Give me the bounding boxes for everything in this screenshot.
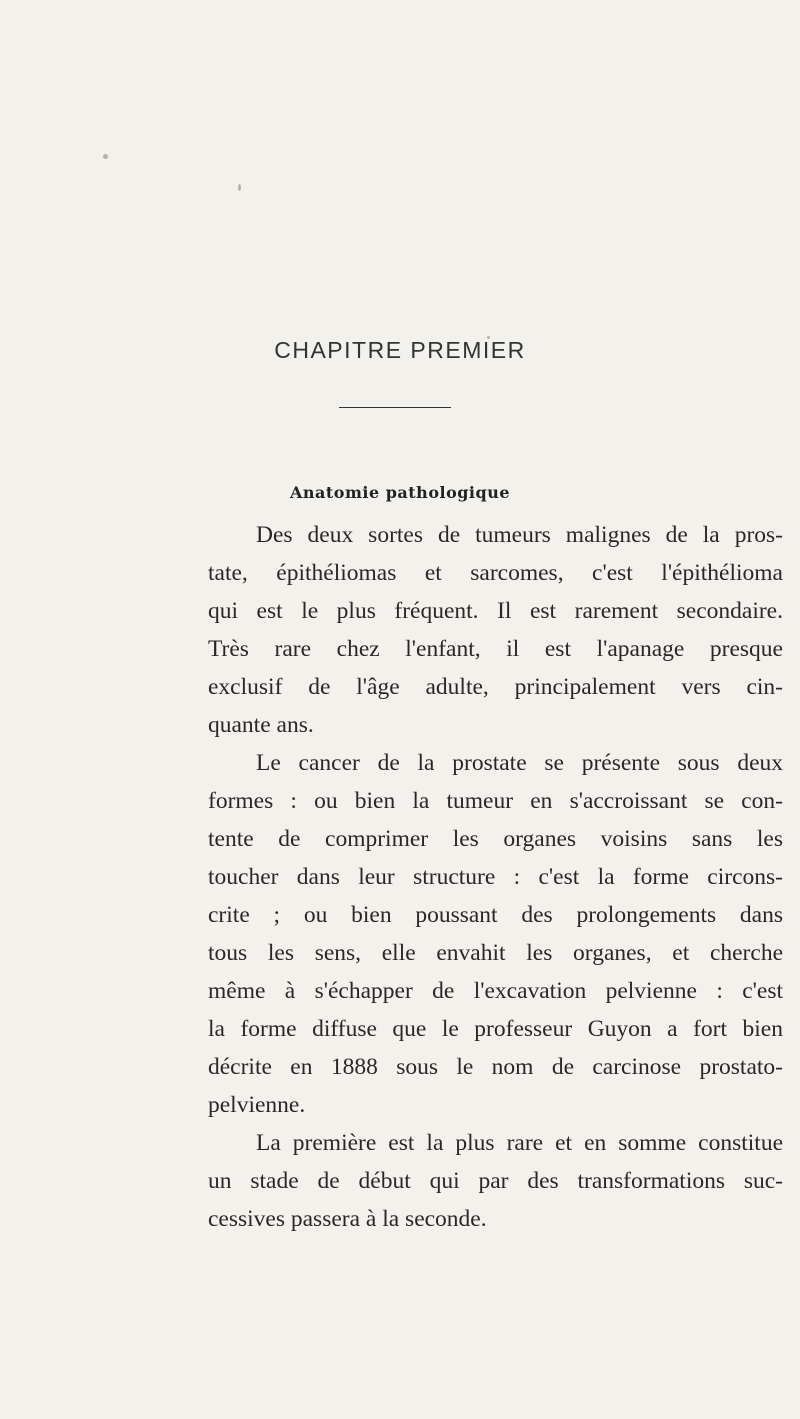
text-line: décrite en 1888 sous le nom de carcinose prostato- bbox=[208, 1054, 783, 1080]
text-line: tente de comprimer les organes voisins sans les bbox=[208, 826, 783, 852]
text-line: tous les sens, elle envahit les organes, et cherche bbox=[208, 940, 783, 966]
text-line: la forme diffuse que le professeur Guyon a fort bien bbox=[208, 1016, 783, 1042]
text-line: exclusif de l'âge adulte, principalement vers cin- bbox=[208, 674, 783, 700]
text-line: crite ; ou bien poussant des prolongements dans bbox=[208, 902, 783, 928]
text-line: pelvienne. bbox=[208, 1092, 306, 1118]
text-line: tate, épithéliomas et sarcomes, c'est l'épithélioma bbox=[208, 560, 783, 586]
heading-divider bbox=[339, 407, 451, 408]
text-line: Le cancer de la prostate se présente sous deux bbox=[256, 750, 783, 776]
paper-speck bbox=[103, 154, 108, 159]
text-line: Des deux sortes de tumeurs malignes de la pros- bbox=[256, 522, 783, 548]
text-line: même à s'échapper de l'excavation pelvienne : c'est bbox=[208, 978, 783, 1004]
section-title: Anatomie pathologique bbox=[290, 483, 510, 502]
text-line: cessives passera à la seconde. bbox=[208, 1206, 487, 1232]
text-line: quante ans. bbox=[208, 712, 314, 738]
chapter-heading: CHAPITRE PREMIER bbox=[274, 337, 526, 363]
text-line: formes : ou bien la tumeur en s'accroissant se con- bbox=[208, 788, 783, 814]
text-line: un stade de début qui par des transformations suc- bbox=[208, 1168, 783, 1194]
text-line: Très rare chez l'enfant, il est l'apanage presque bbox=[208, 636, 783, 662]
text-line: qui est le plus fréquent. Il est rarement secondaire. bbox=[208, 598, 783, 624]
paper-speck bbox=[238, 184, 241, 191]
text-line: La première est la plus rare et en somme constitue bbox=[256, 1130, 783, 1156]
text-line: toucher dans leur structure : c'est la forme circons- bbox=[208, 864, 783, 890]
